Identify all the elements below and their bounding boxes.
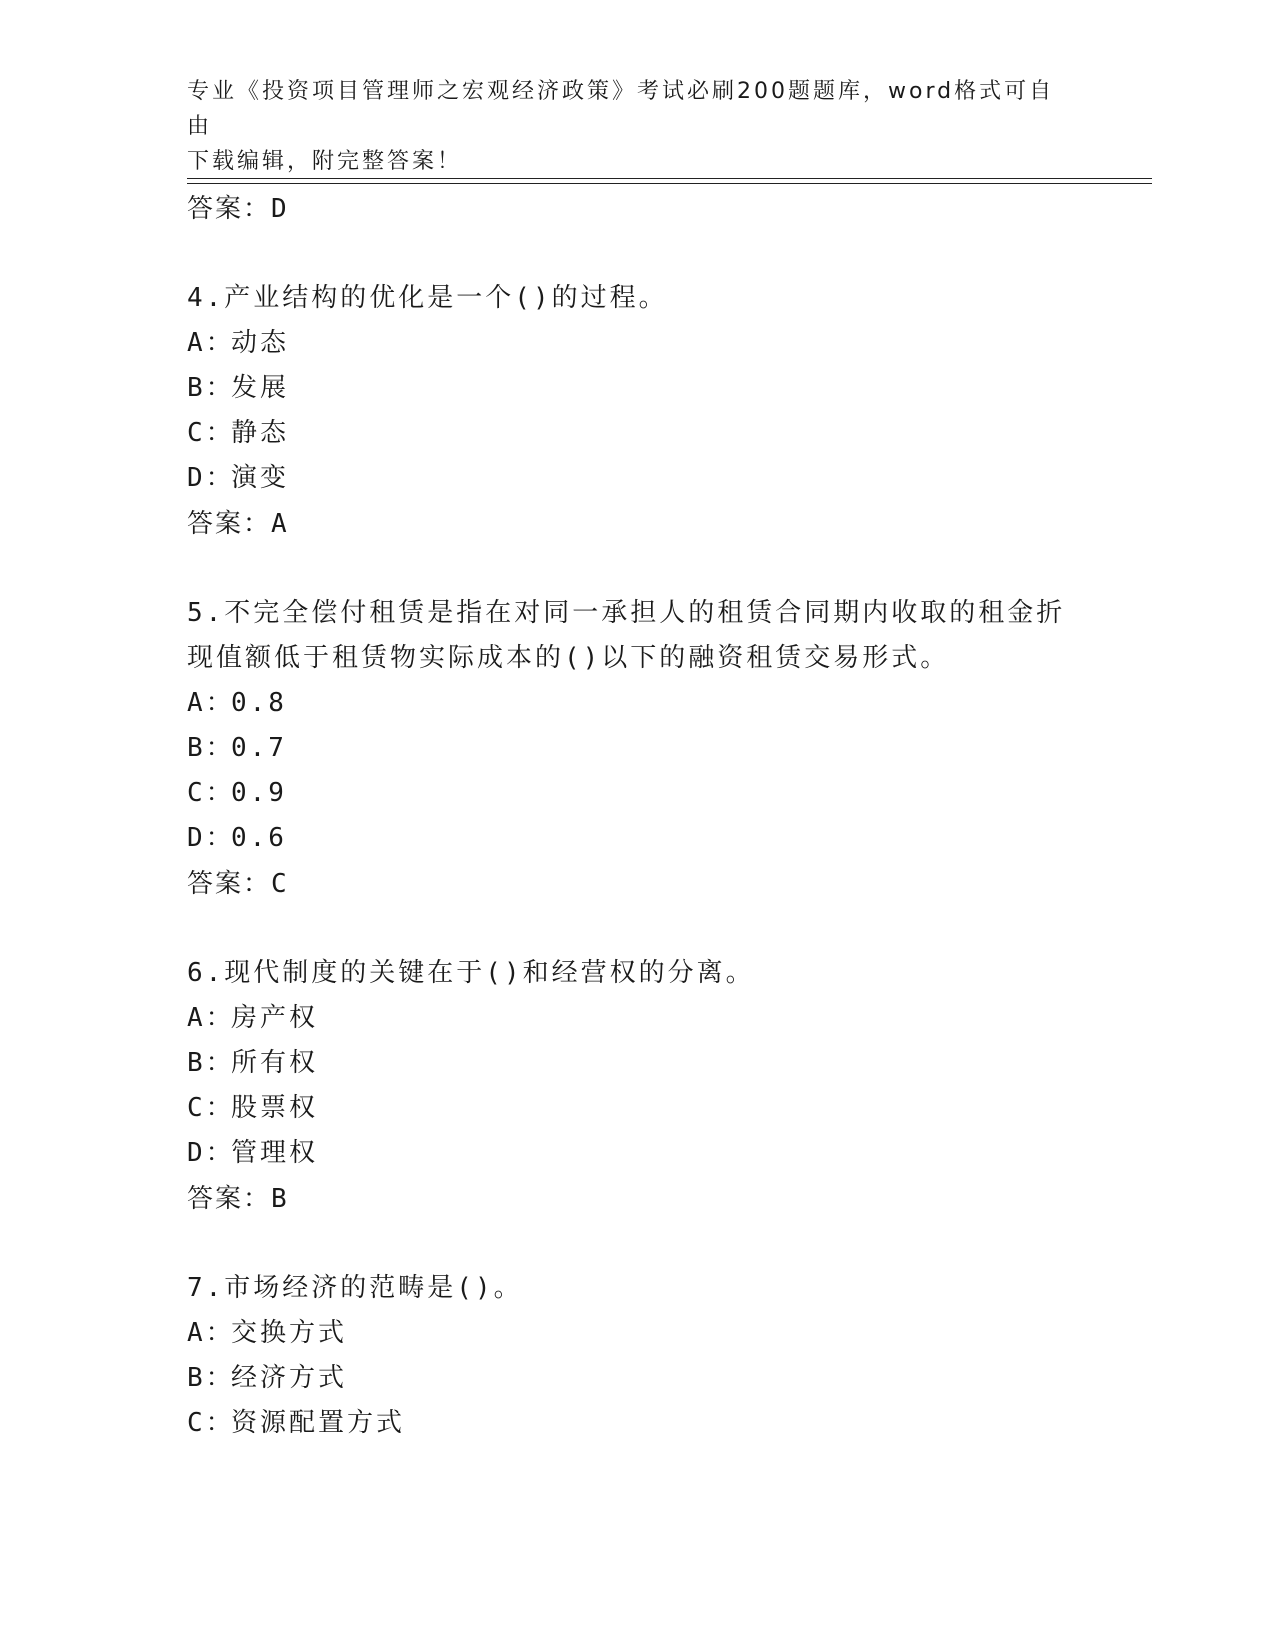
answer-line — [187, 186, 1087, 232]
option-text: 动态 — [231, 328, 290, 358]
option-letter: C： — [187, 1408, 235, 1438]
option-text: 经济方式 — [231, 1363, 348, 1393]
option-text: 资源配置方式 — [231, 1408, 406, 1438]
option-text: 演变 — [231, 463, 290, 493]
header-divider-top — [187, 178, 1152, 179]
question-block — [187, 276, 1087, 501]
option-text: 0.6 — [231, 823, 287, 853]
answer-label: 答案： — [187, 509, 272, 539]
option-text: 管理权 — [231, 1138, 319, 1168]
question-block — [187, 591, 1087, 861]
option-b — [187, 366, 1087, 411]
answer-value: D — [271, 194, 288, 224]
option-letter: D： — [187, 1138, 235, 1168]
answer-line — [187, 1176, 1087, 1222]
option-text: 交换方式 — [231, 1318, 348, 1348]
option-text: 发展 — [231, 373, 290, 403]
option-letter: B： — [187, 1363, 235, 1393]
option-c — [187, 1401, 1087, 1446]
option-a — [187, 681, 1087, 726]
question-block — [187, 1266, 1087, 1446]
option-c — [187, 771, 1087, 816]
question-stem: 6.现代制度的关键在于()和经营权的分离。 — [187, 958, 755, 988]
option-letter: B： — [187, 733, 235, 763]
option-a — [187, 996, 1087, 1041]
answer-line — [187, 501, 1087, 547]
option-c — [187, 1086, 1087, 1131]
option-letter: A： — [187, 328, 235, 358]
option-b — [187, 1356, 1087, 1401]
option-letter: D： — [187, 823, 235, 853]
option-c — [187, 411, 1087, 456]
option-text: 房产权 — [231, 1003, 319, 1033]
option-a — [187, 321, 1087, 366]
answer-label: 答案： — [187, 194, 272, 224]
option-letter: A： — [187, 1003, 235, 1033]
option-letter: D： — [187, 463, 235, 493]
option-text: 0.7 — [231, 733, 287, 763]
option-letter: B： — [187, 373, 235, 403]
option-letter: B： — [187, 1048, 235, 1078]
answer-value: C — [271, 869, 288, 899]
answer-value: B — [271, 1184, 288, 1214]
question-stem: 5.不完全偿付租赁是指在对同一承担人的租赁合同期内收取的租金折现值额低于租赁物实际成本的()以下的融资租赁交易形式。 — [187, 598, 1066, 673]
question-list — [187, 186, 1087, 1446]
option-b — [187, 1041, 1087, 1086]
option-d — [187, 456, 1087, 501]
question-block — [187, 951, 1087, 1176]
answer-label: 答案： — [187, 869, 272, 899]
option-letter: A： — [187, 688, 235, 718]
header-line-2: 下载编辑，附完整答案！ — [187, 149, 463, 174]
answer-label: 答案： — [187, 1184, 272, 1214]
question-stem: 4.产业结构的优化是一个()的过程。 — [187, 283, 668, 313]
option-letter: A： — [187, 1318, 235, 1348]
question-stem: 7.市场经济的范畴是()。 — [187, 1273, 523, 1303]
option-a — [187, 1311, 1087, 1356]
option-d — [187, 1131, 1087, 1176]
option-text: 所有权 — [231, 1048, 319, 1078]
option-letter: C： — [187, 778, 235, 808]
option-text: 静态 — [231, 418, 290, 448]
option-text: 股票权 — [231, 1093, 319, 1123]
answer-value: A — [271, 509, 288, 539]
header-line-1: 专业《投资项目管理师之宏观经济政策》考试必刷200题题库，word格式可自由 — [187, 79, 1055, 139]
document-header — [187, 74, 1067, 179]
header-divider-bottom — [187, 183, 1152, 184]
option-letter: C： — [187, 418, 235, 448]
option-text: 0.8 — [231, 688, 287, 718]
option-text: 0.9 — [231, 778, 287, 808]
option-d — [187, 816, 1087, 861]
option-letter: C： — [187, 1093, 235, 1123]
option-b — [187, 726, 1087, 771]
answer-line — [187, 861, 1087, 907]
